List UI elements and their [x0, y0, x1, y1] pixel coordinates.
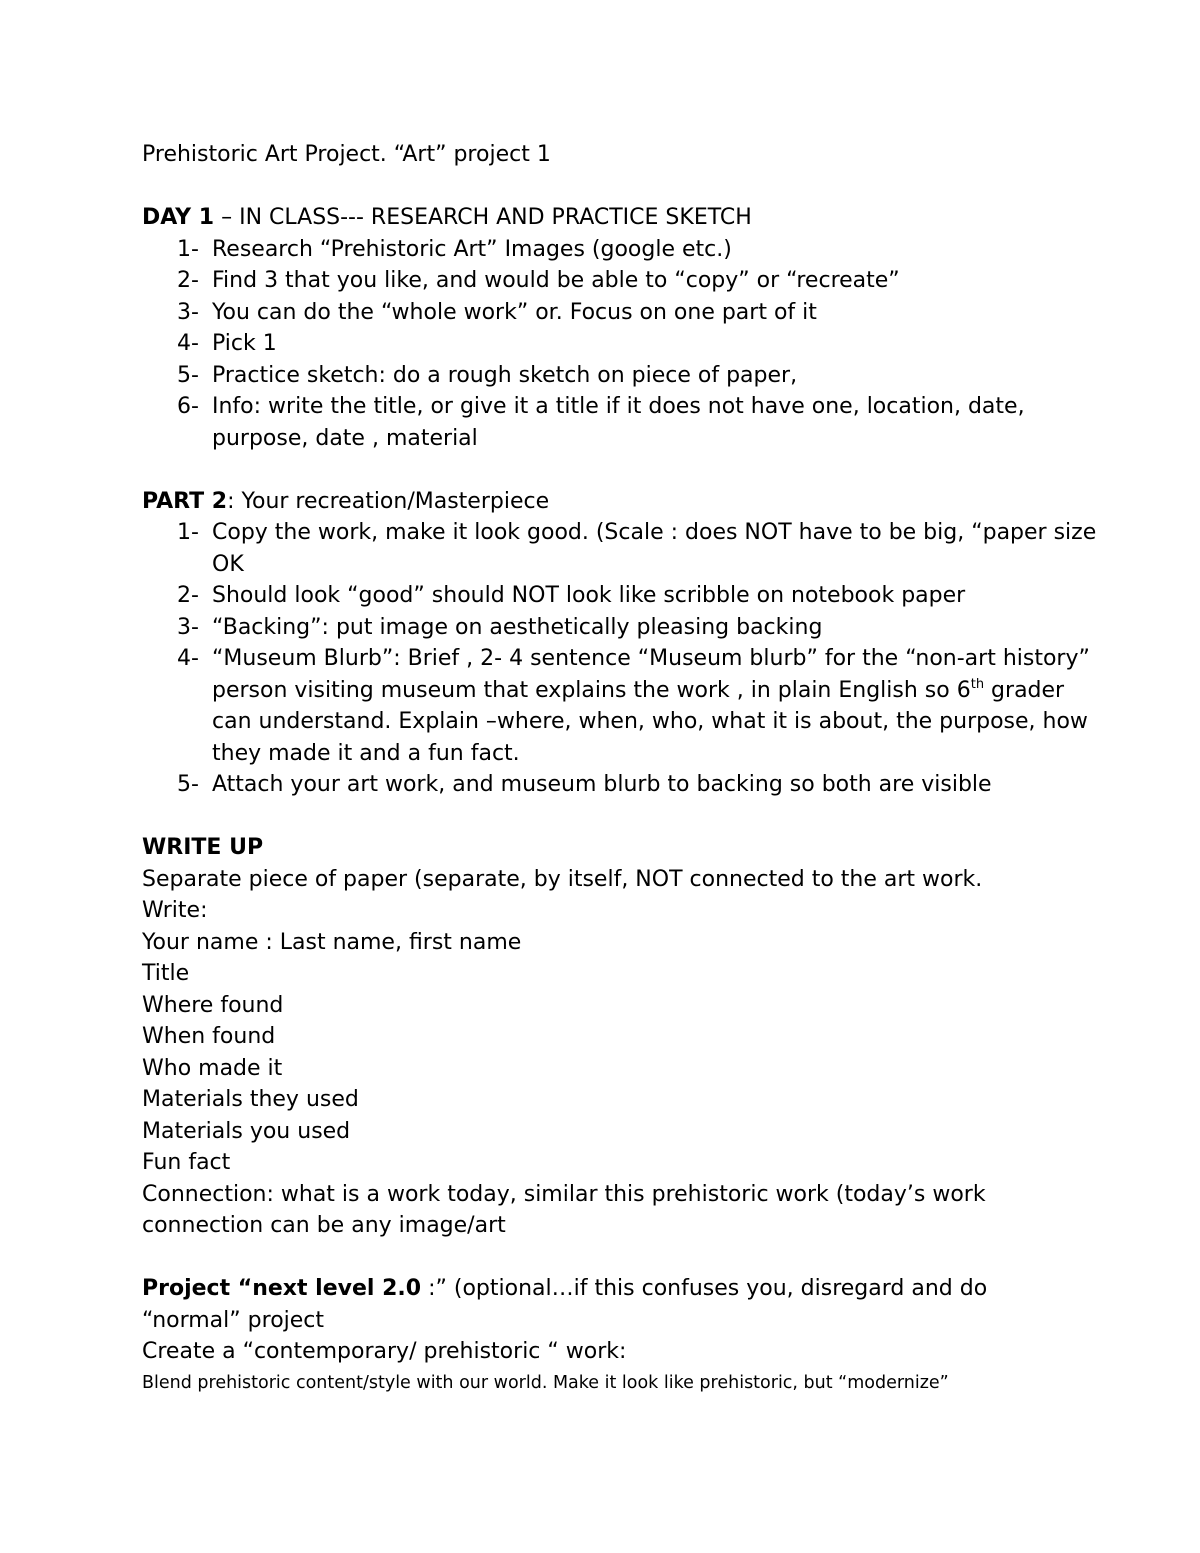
item-text: “Backing”: put image on aesthetically pleasing backing	[212, 614, 823, 640]
item-text: Info: write the title, or give it a title if it does not have one, location, date, purpose, date , material	[212, 394, 1025, 451]
day1-heading-label: DAY 1	[142, 205, 215, 230]
writeup-line: Write:	[142, 898, 208, 923]
item-number: 1-	[177, 236, 199, 262]
day1-heading	[142, 202, 1102, 234]
writeup-line: Fun fact	[142, 1150, 231, 1175]
writeup-line: connection can be any image/art	[142, 1213, 506, 1238]
list-item	[142, 328, 1102, 360]
part2-heading-text: : Your recreation/Masterpiece	[227, 488, 550, 514]
list-item	[142, 360, 1102, 392]
list-item	[142, 769, 1102, 801]
item-text: Find 3 that you like, and would be able to “copy” or “recreate”	[212, 268, 900, 293]
writeup-line: Who made it	[142, 1055, 283, 1081]
list-item	[142, 643, 1102, 769]
document-page	[142, 139, 1102, 1399]
writeup-line: Materials they used	[142, 1087, 359, 1112]
list-item	[142, 265, 1102, 297]
writeup-line: Title	[142, 961, 190, 986]
document-title: Prehistoric Art Project. “Art” project 1	[142, 142, 551, 167]
item-number: 3-	[177, 614, 199, 640]
writeup-line: Materials you used	[142, 1118, 351, 1144]
item-number: 5-	[177, 772, 199, 797]
item-number: 4-	[177, 331, 199, 356]
day1-heading-text: – IN CLASS--- RESEARCH AND PRACTICE SKETCH	[214, 205, 752, 230]
list-item	[142, 580, 1102, 612]
item-text: “Museum Blurb”: Brief , 2- 4 sentence “Museum blurb” for the “non-art history” person visiting museum that explains the work , in plain English so 6	[212, 646, 1090, 703]
item-text: Pick 1	[212, 331, 277, 356]
item-text-continued: grader can understand. Explain –where, when, who, what it is about, the purpose, how they made it and a fun fact.	[212, 677, 1088, 766]
list-item	[142, 391, 1102, 454]
item-text: Copy the work, make it look good. (Scale : does NOT have to be big, “paper size OK	[212, 520, 1097, 577]
nextlevel-heading	[142, 1273, 1102, 1305]
nextlevel-heading-label: Project “next level 2.0	[142, 1276, 422, 1301]
item-number: 3-	[177, 299, 199, 325]
part2-heading	[142, 486, 1102, 518]
day1-list	[142, 234, 1102, 455]
writeup-heading-label: WRITE UP	[142, 835, 264, 860]
item-text: You can do the “whole work” or. Focus on one part of it	[212, 299, 817, 325]
item-number: 2-	[177, 583, 199, 608]
list-item	[142, 297, 1102, 329]
item-number: 6-	[177, 394, 199, 419]
part2-list	[142, 517, 1102, 801]
item-number: 1-	[177, 520, 199, 545]
spacer	[142, 454, 1102, 486]
item-number: 2-	[177, 268, 199, 293]
spacer	[142, 1242, 1102, 1274]
spacer	[142, 171, 1102, 203]
nextlevel-heading-text: :” (optional…if this confuses you, disregard and do	[421, 1276, 988, 1301]
part2-heading-label: PART 2	[142, 488, 228, 514]
writeup-line: Separate piece of paper (separate, by itself, NOT connected to the art work.	[142, 866, 983, 892]
item-number: 4-	[177, 646, 199, 671]
writeup-line: When found	[142, 1024, 276, 1049]
list-item	[142, 612, 1102, 644]
nextlevel-small-line: Blend prehistoric content/style with our world. Make it look like prehistoric, but “modernize”	[142, 1372, 949, 1393]
item-text: Research “Prehistoric Art” Images (google etc.)	[212, 236, 732, 262]
item-text: Attach your art work, and museum blurb to backing so both are visible	[212, 772, 992, 797]
writeup-line: Your name : Last name, first name	[142, 929, 522, 955]
writeup-heading	[142, 832, 1102, 864]
spacer	[142, 801, 1102, 833]
list-item	[142, 517, 1102, 580]
nextlevel-line: “normal” project	[142, 1307, 325, 1333]
item-text: Should look “good” should NOT look like scribble on notebook paper	[212, 583, 966, 608]
nextlevel-line: Create a “contemporary/ prehistoric “ work:	[142, 1339, 627, 1364]
item-text: Practice sketch: do a rough sketch on piece of paper,	[212, 362, 798, 388]
list-item	[142, 234, 1102, 266]
superscript-th: th	[970, 676, 985, 692]
item-number: 5-	[177, 362, 199, 388]
writeup-line: Where found	[142, 992, 284, 1018]
writeup-line: Connection: what is a work today, similar this prehistoric work (today’s work	[142, 1181, 986, 1207]
